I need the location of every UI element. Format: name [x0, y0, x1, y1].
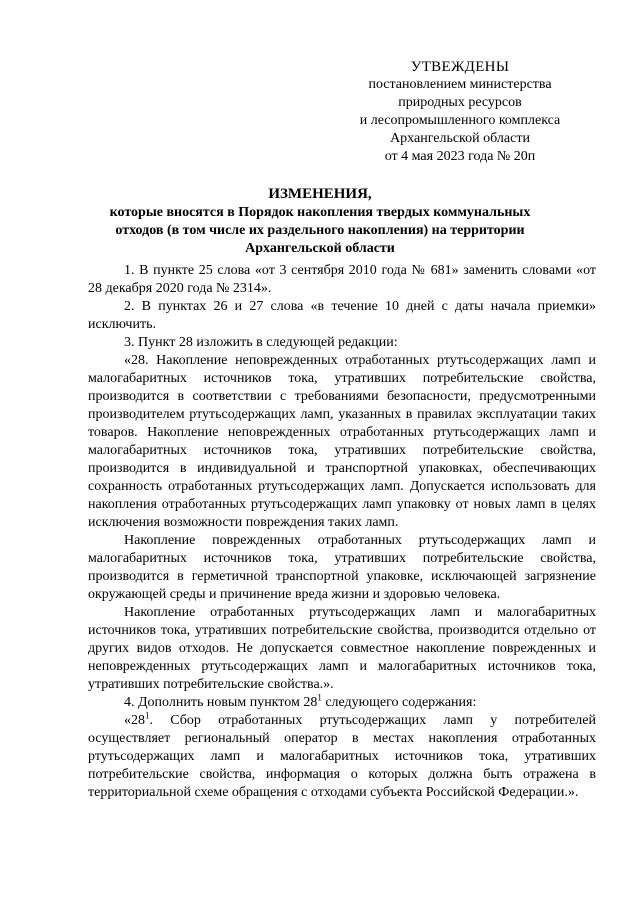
- approval-line: и лесопромышленного комплекса: [359, 113, 561, 128]
- approval-line: Архангельской области: [390, 131, 530, 146]
- paragraph-8: [88, 712, 596, 802]
- paragraph-4: «28. Накопление неповрежденных отработанных ртутьсодержащих ламп и малогабаритных источников тока, утративших потребительские свойства, производится в соответствии с требованиями безопасности, предусмотренными производителем ртутьсодержащих ламп, указанных в правилах эксплуатации таких товаров. Накопление неповрежденных отработанных ртутьсодержащих ламп и малогабаритных источников тока, утративших потребительские свойства, производится в индивидуальной и транспортной упаковках, обеспечивающих сохранность отработанных ртутьсодержащих ламп. Допускается использовать для накопления отработанных ртутьсодержащих ламп упаковку от новых ламп в целях исключения возможности повреждения таких ламп.: [88, 353, 596, 530]
- document-title: [88, 185, 552, 258]
- approval-line: постановлением министерства: [368, 77, 552, 92]
- superscript: 1: [145, 710, 150, 721]
- paragraph-7-text: 4. Дополнить новым пунктом 28: [124, 695, 318, 710]
- approval-line: от 4 мая 2023 года № 20п: [384, 149, 536, 164]
- paragraph-3: 3. Пункт 28 изложить в следующей редакции:: [124, 335, 398, 350]
- paragraph-2: 2. В пунктах 26 и 27 слова «в течение 10 дней с даты начала приемки» исключить.: [88, 299, 596, 332]
- paragraph-1: 1. В пункте 25 слова «от 3 сентября 2010 года № 681» заменить словами «от 28 декабря 2020 года № 2314».: [88, 263, 596, 296]
- approval-heading: УТВЕЖДЕНЫ: [410, 59, 510, 75]
- approval-block: [350, 58, 570, 166]
- superscript: 1: [317, 692, 322, 703]
- paragraph-7-text-end: следующего содержания:: [321, 695, 477, 710]
- paragraph-8-text: «28: [124, 713, 145, 728]
- paragraph-5: Накопление поврежденных отработанных ртутьсодержащих ламп и малогабаритных источников тока, утративших потребительские свойства, производится в герметичной транспортной упаковке, исключающей загрязнение окружающей среды и причинение вреда жизни и здоровью человека.: [88, 533, 596, 602]
- paragraph-6: Накопление отработанных ртутьсодержащих ламп и малогабаритных источников тока, утративших потребительские свойства, производится отдельно от других видов отходов. Не допускается совместное накопление поврежденных и неповрежденных ртутьсодержащих ламп и малогабаритных источников тока, утративших потребительские свойства.».: [88, 605, 596, 692]
- paragraph-8-text-end: . Сбор отработанных ртутьсодержащих ламп у потребителей осуществляет региональный оператор в местах накопления отработанных ртутьсодержащих ламп и малогабаритных источников тока, утративших потребительские свойства, информация о которых должна быть отражена в территориальной схеме обращения с отходами субъекта Российской Федерации.».: [88, 713, 596, 800]
- paragraph-7: [88, 694, 596, 712]
- title-subtitle: которые вносятся в Порядок накопления твердых коммунальных отходов (в том числе их раздельного накопления) на территории Архангельской области: [109, 205, 531, 256]
- approval-line: природных ресурсов: [398, 95, 522, 110]
- title-main: ИЗМЕНЕНИЯ,: [268, 186, 372, 202]
- document-body: [88, 262, 596, 802]
